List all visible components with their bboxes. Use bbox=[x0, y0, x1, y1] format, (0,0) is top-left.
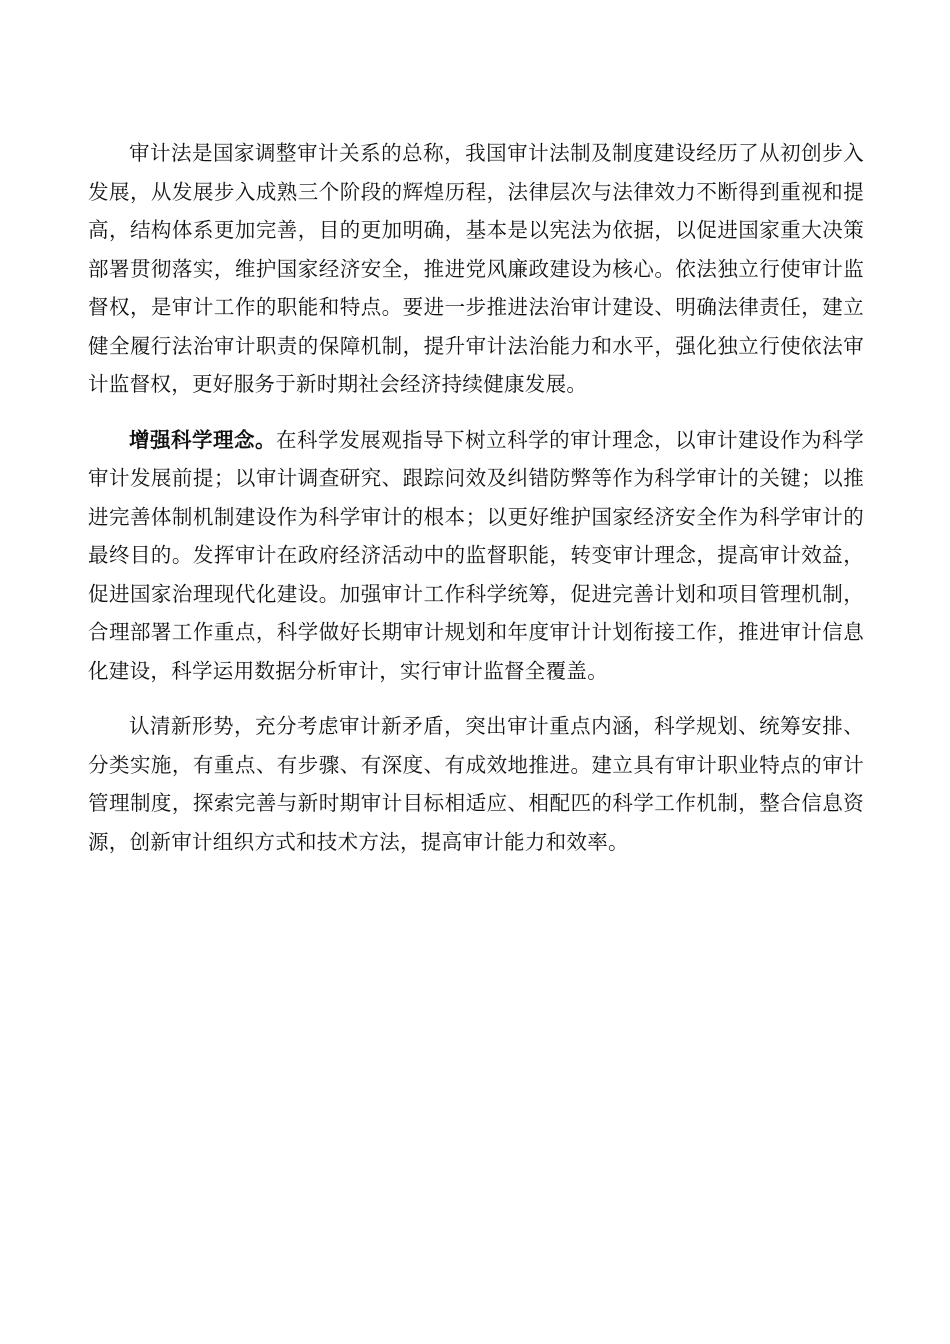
paragraph-audit-law bbox=[88, 134, 864, 404]
paragraph-text: 认清新形势，充分考虑审计新矛盾，突出审计重点内涵，科学规划、统筹安排、分类实施，有重点、有步骤、有深度、有成效地推进。建立具有审计职业特点的审计管理制度，探索完善与新时期审计目标相适应、相配匹的科学工作机制，整合信息资源，创新审计组织方式和技术方法，提高审计能力和效率。 bbox=[88, 714, 864, 854]
paragraph-text: 审计法是国家调整审计关系的总称，我国审计法制及制度建设经历了从初创步入发展，从发展步入成熟三个阶段的辉煌历程，法律层次与法律效力不断得到重视和提高，结构体系更加完善，目的更加明确，基本是以宪法为依据，以促进国家重大决策部署贯彻落实，维护国家经济安全，推进党风廉政建设为核心。依法独立行使审计监督权，是审计工作的职能和特点。要进一步推进法治审计建设、明确法律责任，建立健全履行法治审计职责的保障机制，提升审计法治能力和水平，强化独立行使依法审计监督权，更好服务于新时期社会经济持续健康发展。 bbox=[88, 141, 864, 396]
paragraph-scientific-concept bbox=[88, 421, 864, 691]
document-page bbox=[88, 134, 864, 861]
paragraph-new-situation bbox=[88, 707, 864, 861]
paragraph-text: 在科学发展观指导下树立科学的审计理念，以审计建设作为科学审计发展前提；以审计调查研究、跟踪问效及纠错防弊等作为科学审计的关键；以推进完善体制机制建设作为科学审计的根本；以更好维护国家经济安全作为科学审计的最终目的。发挥审计在政府经济活动中的监督职能，转变审计理念，提高审计效益，促进国家治理现代化建设。加强审计工作科学统筹，促进完善计划和项目管理机制，合理部署工作重点，科学做好长期审计规划和年度审计计划衔接工作，推进审计信息化建设，科学运用数据分析审计，实行审计监督全覆盖。 bbox=[88, 427, 864, 683]
paragraph-lead-heading: 增强科学理念。 bbox=[129, 427, 277, 452]
